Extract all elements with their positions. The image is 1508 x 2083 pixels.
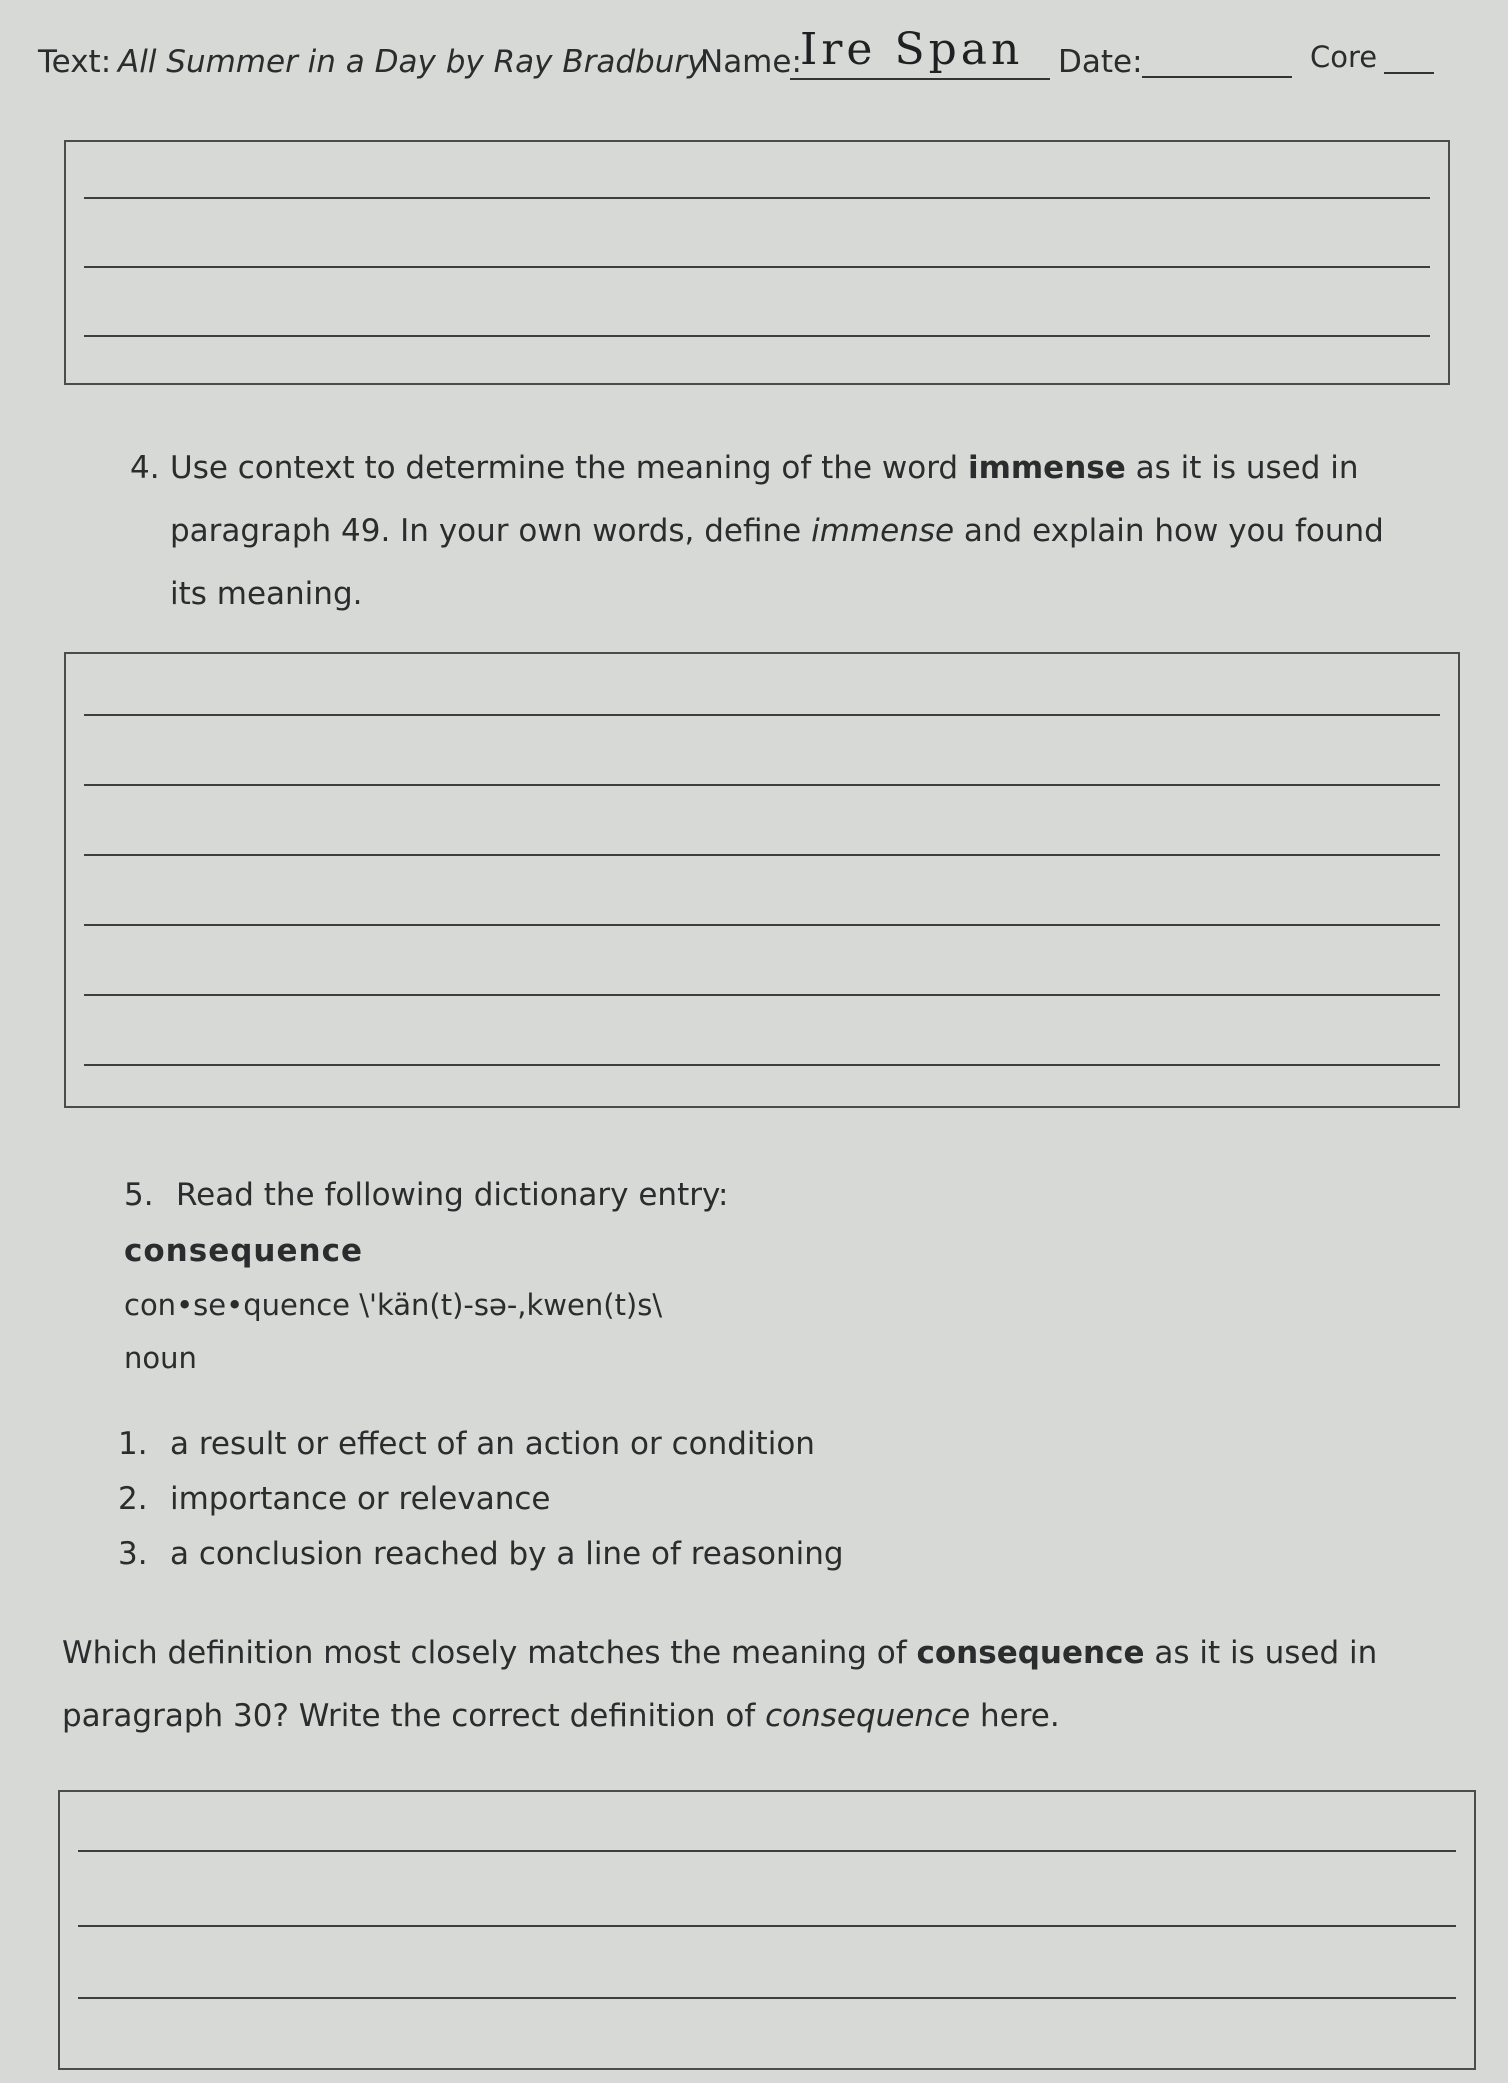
- definition-number: 2.: [118, 1481, 148, 1517]
- definition-number: 1.: [118, 1426, 148, 1462]
- q4-text-b: as it is used in paragraph 49. In your own words, define: [170, 450, 1359, 549]
- q5-question-c: here.: [970, 1698, 1060, 1734]
- q4-word-immense-italic: immense: [811, 513, 955, 549]
- dictionary-pronunciation: con•se•quence \'kän(t)-sə-,kwen(t)s\: [124, 1288, 663, 1322]
- core-label: Core: [1310, 40, 1378, 74]
- answer-line: [84, 714, 1440, 716]
- answer-line: [84, 197, 1430, 199]
- q5-instruction: Read the following dictionary entry:: [176, 1177, 729, 1213]
- q5-question-b: as it is used in paragraph 30? Write the correct definition of: [62, 1635, 1378, 1734]
- answer-line: [84, 994, 1440, 996]
- answer-box-q4[interactable]: [64, 652, 1460, 1108]
- name-handwriting: Ire Span: [800, 24, 1024, 75]
- answer-line: [84, 1064, 1440, 1066]
- q4-number: 4.: [130, 450, 160, 486]
- answer-line: [84, 854, 1440, 856]
- answer-line: [84, 784, 1440, 786]
- q4-text-c: and explain how you found its meaning.: [170, 513, 1384, 612]
- answer-line: [78, 1997, 1456, 1999]
- answer-box-q5[interactable]: [58, 1790, 1476, 2070]
- q5-question: [62, 1622, 1432, 1748]
- definition-text: importance or relevance: [170, 1481, 551, 1517]
- definition-text: a conclusion reached by a line of reasoning: [170, 1536, 844, 1572]
- definition-number: 3.: [118, 1536, 148, 1572]
- answer-line: [78, 1850, 1456, 1852]
- text-title: All Summer in a Day by Ray Bradbury: [118, 44, 706, 80]
- name-label: Name:: [700, 44, 802, 80]
- q5-number: 5.: [124, 1177, 154, 1213]
- answer-line: [84, 924, 1440, 926]
- answer-line: [78, 1925, 1456, 1927]
- date-field[interactable]: [1142, 76, 1292, 78]
- q4-text: [170, 437, 1410, 626]
- date-label: Date:: [1058, 44, 1143, 80]
- dictionary-headword: consequence: [124, 1233, 363, 1269]
- answer-line: [84, 335, 1430, 337]
- definition-text: a result or effect of an action or condition: [170, 1426, 815, 1462]
- q5-word-consequence-italic: consequence: [765, 1698, 971, 1734]
- answer-box-previous[interactable]: [64, 140, 1450, 385]
- core-field[interactable]: [1384, 72, 1434, 74]
- q5-word-consequence: consequence: [916, 1635, 1145, 1671]
- q4-word-immense: immense: [967, 450, 1126, 486]
- dictionary-part-of-speech: noun: [124, 1341, 197, 1375]
- q5-question-a: Which definition most closely matches the meaning of: [62, 1635, 917, 1671]
- answer-line: [84, 266, 1430, 268]
- q4-text-a: Use context to determine the meaning of the word: [170, 450, 968, 486]
- name-field[interactable]: [790, 78, 1050, 80]
- text-label: Text:: [38, 44, 112, 80]
